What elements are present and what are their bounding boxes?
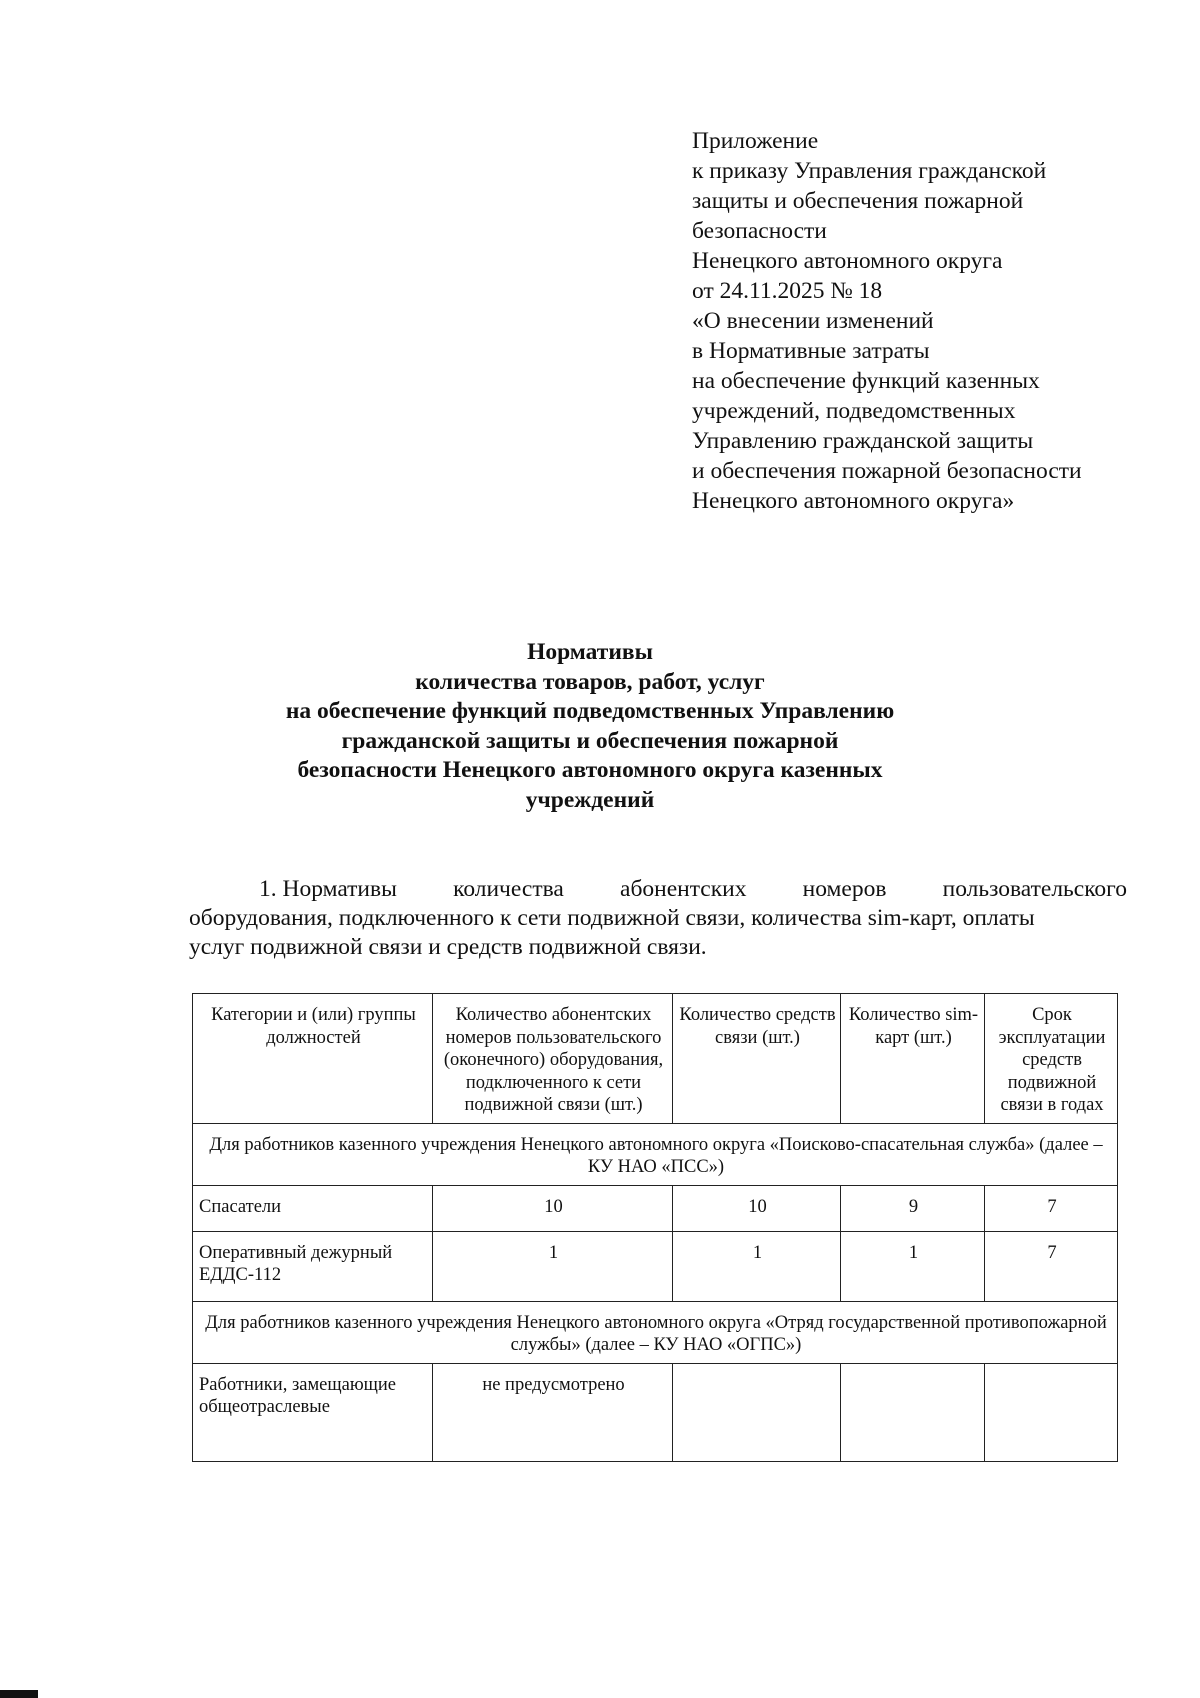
cell-sim-cards: 1	[841, 1231, 985, 1301]
appendix-line: на обеспечение функций казенных	[692, 368, 1040, 394]
table-row	[193, 1231, 1118, 1301]
appendix-line: защиты и обеспечения пожарной	[692, 188, 1024, 214]
appendix-line: Управлению гражданской защиты	[692, 428, 1034, 454]
section-paragraph	[189, 875, 1127, 962]
title-line: учреждений	[525, 786, 655, 813]
appendix-line: и обеспечения пожарной безопасности	[692, 458, 1082, 484]
title-line: гражданской защиты и обеспечения пожарной	[341, 727, 839, 754]
appendix-line: «О внесении изменений	[692, 308, 934, 334]
cell-devices	[673, 1363, 841, 1461]
cell-devices: 10	[673, 1185, 841, 1231]
title-line: количества товаров, работ, услуг	[415, 668, 765, 695]
scan-edge-mark	[0, 1690, 38, 1698]
paragraph-word: абонентских	[620, 876, 747, 902]
table-header-row	[193, 994, 1118, 1124]
cell-sim-cards	[841, 1363, 985, 1461]
title-line: Нормативы	[527, 639, 653, 665]
group-heading-ogps: Для работников казенного учреждения Ненецкого автономного округа «Отряд государственной противопожарной службы» (далее – КУ НАО «ОГПС»)	[193, 1301, 1118, 1363]
norms-table	[192, 993, 1118, 1462]
appendix-line: от 24.11.2025 № 18	[692, 278, 883, 304]
table-row	[193, 1185, 1118, 1231]
cell-category: Спасатели	[193, 1185, 433, 1231]
cell-subscriber-numbers: 1	[433, 1231, 673, 1301]
title-line: на обеспечение функций подведомственных Управлению	[285, 698, 895, 724]
paragraph-word: количества	[453, 876, 564, 902]
appendix-line: в Нормативные затраты	[692, 338, 930, 364]
cell-service-life: 7	[985, 1185, 1118, 1231]
paragraph-word: 1. Нормативы	[259, 876, 397, 902]
paragraph-word: номеров	[802, 876, 887, 902]
header-service-life: Срок эксплуатации средств подвижной связи в годах	[985, 994, 1118, 1124]
appendix-line: Приложение	[692, 128, 819, 154]
paragraph-word: пользовательского	[942, 876, 1127, 902]
title-line: безопасности Ненецкого автономного округа казенных	[297, 757, 883, 783]
appendix-block	[692, 126, 1082, 516]
cell-category: Оперативный дежурный ЕДДС-112	[193, 1231, 433, 1301]
table-row	[193, 1363, 1118, 1461]
header-devices: Количество средств связи (шт.)	[673, 994, 841, 1124]
header-subscriber-numbers: Количество абонентских номеров пользовательского (оконечного) оборудования, подключенного к сети подвижной связи (шт.)	[433, 994, 673, 1124]
cell-service-life	[985, 1363, 1118, 1461]
cell-sim-cards: 9	[841, 1185, 985, 1231]
appendix-line: Ненецкого автономного округа»	[692, 488, 1015, 514]
header-category: Категории и (или) группы должностей	[193, 994, 433, 1124]
document-title	[140, 638, 1040, 815]
header-sim-cards: Количество sim-карт (шт.)	[841, 994, 985, 1124]
group-heading-pss: Для работников казенного учреждения Ненецкого автономного округа «Поисково-спасательная служба» (далее – КУ НАО «ПСС»)	[193, 1123, 1118, 1185]
cell-subscriber-numbers: 10	[433, 1185, 673, 1231]
appendix-line: безопасности	[692, 218, 827, 244]
cell-subscriber-numbers: не предусмотрено	[433, 1363, 673, 1461]
paragraph-first-line	[189, 875, 1127, 904]
appendix-line: к приказу Управления гражданской	[692, 158, 1047, 184]
cell-devices: 1	[673, 1231, 841, 1301]
table-group-row	[193, 1301, 1118, 1363]
appendix-line: учреждений, подведомственных	[692, 398, 1016, 424]
appendix-line: Ненецкого автономного округа	[692, 248, 1003, 274]
table-group-row	[193, 1123, 1118, 1185]
paragraph-line: оборудования, подключенного к сети подвижной связи, количества sim-карт, оплаты	[189, 905, 1035, 931]
paragraph-line: услуг подвижной связи и средств подвижной связи.	[189, 934, 707, 960]
cell-service-life: 7	[985, 1231, 1118, 1301]
cell-category: Работники, замещающие общеотраслевые	[193, 1363, 433, 1461]
